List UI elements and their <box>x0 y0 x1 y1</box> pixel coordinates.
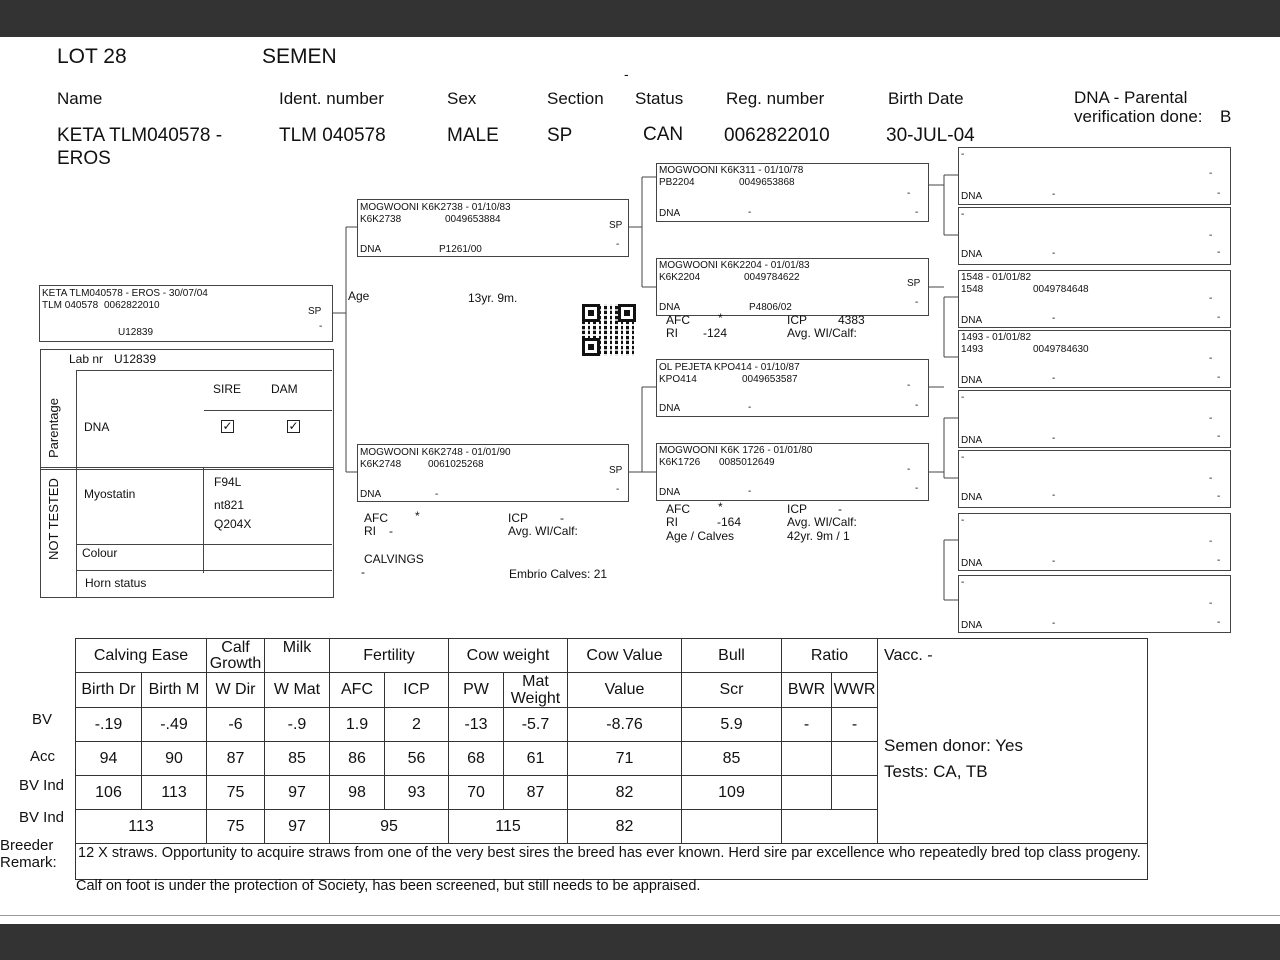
sire-ident: K6K2738 <box>360 214 402 225</box>
bvind-cell: 98 <box>330 776 385 810</box>
sire-box <box>357 199 629 257</box>
acc-cell: 87 <box>207 742 265 776</box>
bv-cell: -6 <box>207 708 265 742</box>
parentage-dna-label: DNA <box>84 420 110 434</box>
animal-section: SP <box>547 125 573 146</box>
ss-title: MOGWOONI K6K311 - 01/10/78 <box>659 165 804 176</box>
bvind-cell: 82 <box>568 776 682 810</box>
ds-title: OL PEJETA KPO414 - 01/10/87 <box>659 362 800 373</box>
gg6-dna-value: - <box>1052 490 1056 501</box>
bv-table <box>75 638 1148 880</box>
breeder-label-2: Remark: <box>0 854 57 871</box>
dam-dna-checkbox: ✓ <box>288 419 299 433</box>
vacc-text: Vacc. - <box>884 647 933 664</box>
sire-dna-value: P1261/00 <box>439 244 482 255</box>
sub-pw: PW <box>449 673 504 708</box>
dam-box <box>357 444 629 502</box>
gg2-title: - <box>961 209 965 220</box>
dam-dash: - <box>616 484 620 495</box>
dam-icp-label: ICP <box>508 511 529 525</box>
animal-name-line1: KETA TLM040578 - <box>57 125 223 146</box>
gg8-dash-2: - <box>1217 617 1221 628</box>
bv-cell: 5.9 <box>682 708 782 742</box>
animal-birth: 30-JUL-04 <box>886 125 975 146</box>
row-label-bvind-2: BV Ind <box>19 809 65 826</box>
gg4-ident: 1493 <box>961 344 984 355</box>
gg4-reg: 0049784630 <box>1033 344 1089 355</box>
gg4-dna-label: DNA <box>961 375 983 386</box>
sub-afc: AFC <box>330 673 385 708</box>
bvind-cell: 109 <box>682 776 782 810</box>
sd-reg: 0049784622 <box>744 272 800 283</box>
acc-cell: 56 <box>385 742 449 776</box>
gg7-dash: - <box>1209 536 1213 547</box>
ds-dash-2: - <box>915 400 919 411</box>
gg2-dash-2: - <box>1217 247 1221 258</box>
bv-cell: -.9 <box>265 708 330 742</box>
sd-afc-label: AFC <box>666 313 690 327</box>
acc-cell: 90 <box>142 742 207 776</box>
calvings-value: - <box>361 565 365 579</box>
label-ident: Ident. number <box>279 89 384 108</box>
sire-label: SIRE <box>213 382 242 396</box>
sire-dash: - <box>616 239 620 250</box>
dam-icp-value: - <box>560 511 564 525</box>
ss-dash: - <box>907 188 911 199</box>
bottom-rule <box>0 915 1280 916</box>
acc-cell: 68 <box>449 742 504 776</box>
bv-cell: - <box>782 708 832 742</box>
dd-icp-value: - <box>838 502 842 516</box>
gg-box-8 <box>958 575 1231 633</box>
row-label-bvind-1: BV Ind <box>19 777 65 794</box>
label-birth: Birth Date <box>888 89 964 108</box>
label-reg: Reg. number <box>726 89 825 108</box>
parentage-box <box>40 349 334 470</box>
ds-dna-label: DNA <box>659 403 681 414</box>
colour-label: Colour <box>82 546 118 560</box>
gg2-dna-label: DNA <box>961 249 983 260</box>
sub-icp: ICP <box>385 673 449 708</box>
age-label: Age <box>348 289 370 303</box>
bvind-cell: 75 <box>207 776 265 810</box>
sub-bwr: BWR <box>782 673 832 708</box>
gg1-dash: - <box>1209 168 1213 179</box>
sub-wwr: WWR <box>832 673 878 708</box>
sub-birth-dr: Birth Dr <box>76 673 142 708</box>
ss-dash-2: - <box>915 207 919 218</box>
sub-scr: Scr <box>682 673 782 708</box>
myostatin-variant-2: nt821 <box>214 498 245 512</box>
group-calf-growth: Calf Growth <box>207 639 265 673</box>
label-section: Section <box>547 89 604 108</box>
bv-cell: -.49 <box>142 708 207 742</box>
gg4-dash: - <box>1209 353 1213 364</box>
group-fertility: Fertility <box>330 639 449 673</box>
acc-cell: 61 <box>504 742 568 776</box>
dd-afc-value: * <box>718 500 723 514</box>
semen-donor-text: Semen donor: Yes <box>884 736 1023 755</box>
dam-sire-box <box>656 359 929 417</box>
index-cow-weight: 115 <box>449 810 568 844</box>
label-dna-line2: verification done: <box>1074 107 1203 126</box>
ss-dna-value: - <box>748 207 752 218</box>
gg-box-3 <box>958 270 1231 328</box>
animal-sex: MALE <box>447 125 499 146</box>
subject-lab: U12839 <box>118 327 154 338</box>
gg3-dna-value: - <box>1052 313 1056 324</box>
parentage-side-label: Parentage <box>46 398 61 458</box>
subject-box <box>39 285 333 342</box>
sd-afc-value: * <box>718 311 723 325</box>
animal-reg: 0062822010 <box>724 125 830 146</box>
bottom-bar <box>0 924 1280 960</box>
breeder-label-1: Breeder <box>0 837 54 854</box>
gg-box-1 <box>958 147 1231 205</box>
gg8-title: - <box>961 577 965 588</box>
animal-status: CAN <box>643 124 684 145</box>
subject-reg: 0062822010 <box>104 300 160 311</box>
ss-dna-label: DNA <box>659 208 681 219</box>
gg2-dash: - <box>1209 230 1213 241</box>
index-bull <box>682 810 782 844</box>
dam-dna-label: DNA <box>360 489 382 500</box>
gg7-dna-value: - <box>1052 556 1056 567</box>
dna-verification-value: B <box>1220 107 1232 126</box>
sire-reg: 0049653884 <box>445 214 501 225</box>
ds-ident: KPO414 <box>659 374 697 385</box>
acc-cell <box>782 742 832 776</box>
gg3-dash-2: - <box>1217 312 1221 323</box>
animal-name-line2: EROS <box>57 148 111 169</box>
gg7-dash-2: - <box>1217 555 1221 566</box>
info-cell <box>878 639 1148 844</box>
sire-title: MOGWOONI K6K2738 - 01/10/83 <box>360 202 511 213</box>
gg3-dash: - <box>1209 293 1213 304</box>
dam-dam-box <box>656 443 929 501</box>
sub-mat-weight: Mat Weight <box>504 673 568 708</box>
group-calving-ease: Calving Ease <box>76 639 207 673</box>
dam-ri-label: RI <box>364 524 376 538</box>
bvind-cell: 93 <box>385 776 449 810</box>
sd-ri-value: -124 <box>703 326 728 340</box>
gg3-title: 1548 - 01/01/82 <box>961 272 1032 283</box>
sd-avgwi-label: Avg. WI/Calf: <box>787 326 857 340</box>
dam-section: SP <box>609 465 623 476</box>
gg5-dash-2: - <box>1217 431 1221 442</box>
bvind-cell <box>832 776 878 810</box>
index-calving: 113 <box>76 810 207 844</box>
gg5-dash: - <box>1209 413 1213 424</box>
ss-ident: PB2204 <box>659 177 695 188</box>
gg3-reg: 0049784648 <box>1033 284 1089 295</box>
breeder-remark: 12 X straws. Opportunity to acquire straws from one of the very best sires the breed has ever known. Herd sire par excellence who repeatedly bred top class progeny. <box>76 844 1148 880</box>
index-ratio <box>782 810 878 844</box>
bv-cell: -8.76 <box>568 708 682 742</box>
sire-dna-label: DNA <box>360 244 382 255</box>
dd-dash: - <box>907 464 911 475</box>
sd-dash: - <box>915 297 919 308</box>
gg-box-4 <box>958 330 1231 388</box>
sd-icp-value: 4383 <box>838 313 865 327</box>
dd-dash-2: - <box>915 483 919 494</box>
dd-afc-label: AFC <box>666 502 690 516</box>
dam-afc-label: AFC <box>364 511 388 525</box>
group-cow-value: Cow Value <box>568 639 682 673</box>
footer-note: Calf on foot is under the protection of Society, has been screened, but still needs to be appraised. <box>76 878 701 894</box>
acc-cell: 85 <box>265 742 330 776</box>
age-value: 13yr. 9m. <box>468 291 518 305</box>
dam-dna-value: - <box>435 489 439 500</box>
dd-avgwi-label: Avg. WI/Calf: <box>787 515 857 529</box>
gg1-title: - <box>961 149 965 160</box>
sd-ri-label: RI <box>666 326 678 340</box>
dam-title: MOGWOONI K6K2748 - 01/01/90 <box>360 447 511 458</box>
acc-cell: 85 <box>682 742 782 776</box>
gg-box-5 <box>958 390 1231 448</box>
lab-nr-value: U12839 <box>114 352 157 366</box>
gg-box-6 <box>958 450 1231 508</box>
group-bull: Bull <box>682 639 782 673</box>
bv-cell: 1.9 <box>330 708 385 742</box>
sire-dna-checkbox: ✓ <box>222 419 233 433</box>
myostatin-variant-1: F94L <box>214 475 242 489</box>
gg3-ident: 1548 <box>961 284 984 295</box>
gg6-dna-label: DNA <box>961 492 983 503</box>
embrio-calves: Embrio Calves: 21 <box>509 567 608 581</box>
ds-dna-value: - <box>748 402 752 413</box>
gg5-dna-label: DNA <box>961 435 983 446</box>
row-label-acc: Acc <box>30 748 56 765</box>
label-status: Status <box>635 89 684 108</box>
gg6-dash: - <box>1209 473 1213 484</box>
sire-dam-box <box>656 258 929 316</box>
calvings-label: CALVINGS <box>364 552 424 566</box>
gg6-title: - <box>961 452 965 463</box>
index-milk: 97 <box>265 810 330 844</box>
dd-reg: 0085012649 <box>719 457 775 468</box>
acc-cell <box>832 742 878 776</box>
row-label-bv: BV <box>32 711 53 728</box>
bv-cell: -5.7 <box>504 708 568 742</box>
dam-ri-value: - <box>389 524 393 538</box>
gg8-dna-value: - <box>1052 618 1056 629</box>
dd-ri-label: RI <box>666 515 678 529</box>
sd-title: MOGWOONI K6K2204 - 01/01/83 <box>659 260 810 271</box>
not-tested-side-label: NOT TESTED <box>46 478 61 560</box>
bvind-cell: 106 <box>76 776 142 810</box>
ss-reg: 0049653868 <box>739 177 795 188</box>
animal-ident: TLM 040578 <box>279 125 386 146</box>
dd-icp-label: ICP <box>787 502 808 516</box>
myostatin-label: Myostatin <box>84 487 136 501</box>
subject-dash: - <box>319 321 323 332</box>
label-sex: Sex <box>447 89 477 108</box>
sd-dna-value: P4806/02 <box>749 302 792 313</box>
lot-number: LOT 28 <box>57 45 127 68</box>
group-cow-weight: Cow weight <box>449 639 568 673</box>
gg7-title: - <box>961 515 965 526</box>
dd-agecalves-label: Age / Calves <box>666 529 735 543</box>
gg3-dna-label: DNA <box>961 315 983 326</box>
sd-icp-label: ICP <box>787 313 808 327</box>
gg-box-7 <box>958 513 1231 571</box>
bvind-cell <box>782 776 832 810</box>
sub-w-dir: W Dir <box>207 673 265 708</box>
gg2-dna-value: - <box>1052 248 1056 259</box>
lot-type: SEMEN <box>262 45 337 68</box>
subject-ident: TLM 040578 <box>42 300 99 311</box>
group-ratio: Ratio <box>782 639 878 673</box>
acc-cell: 94 <box>76 742 142 776</box>
gg5-title: - <box>961 392 965 403</box>
dd-title: MOGWOONI K6K 1726 - 01/01/80 <box>659 445 813 456</box>
tests-text: Tests: CA, TB <box>884 762 988 781</box>
sd-section: SP <box>907 278 921 289</box>
ds-dash: - <box>907 380 911 391</box>
bvind-cell: 97 <box>265 776 330 810</box>
dam-afc-value: * <box>415 509 420 523</box>
index-cow-value: 82 <box>568 810 682 844</box>
dam-avgwi-label: Avg. WI/Calf: <box>508 524 578 538</box>
gg6-dash-2: - <box>1217 491 1221 502</box>
bv-cell: - <box>832 708 878 742</box>
gg1-dash-2: - <box>1217 188 1221 199</box>
dd-ident: K6K1726 <box>659 457 701 468</box>
dd-agecalves-value: 42yr. 9m / 1 <box>787 529 850 543</box>
dam-ident: K6K2748 <box>360 459 402 470</box>
gg5-dna-value: - <box>1052 433 1056 444</box>
qr-code <box>582 304 636 356</box>
dam-label: DAM <box>271 382 298 396</box>
dam-reg: 0061025268 <box>428 459 484 470</box>
horn-status-label: Horn status <box>85 576 147 590</box>
myostatin-variant-3: Q204X <box>214 517 252 531</box>
sub-w-mat: W Mat <box>265 673 330 708</box>
acc-cell: 86 <box>330 742 385 776</box>
sd-ident: K6K2204 <box>659 272 701 283</box>
gg1-dna-value: - <box>1052 189 1056 200</box>
bvind-cell: 70 <box>449 776 504 810</box>
sub-birth-m: Birth M <box>142 673 207 708</box>
not-tested-box <box>40 467 334 598</box>
bv-cell: -.19 <box>76 708 142 742</box>
lab-nr-label: Lab nr <box>69 352 104 366</box>
sire-section: SP <box>609 220 623 231</box>
sd-dna-label: DNA <box>659 302 681 313</box>
dd-ri-value: -164 <box>717 515 742 529</box>
sub-value: Value <box>568 673 682 708</box>
ds-reg: 0049653587 <box>742 374 798 385</box>
gg7-dna-label: DNA <box>961 558 983 569</box>
acc-cell: 71 <box>568 742 682 776</box>
index-fertility: 95 <box>330 810 449 844</box>
bvind-cell: 87 <box>504 776 568 810</box>
dd-dna-label: DNA <box>659 487 681 498</box>
bv-cell: 2 <box>385 708 449 742</box>
gg4-dash-2: - <box>1217 372 1221 383</box>
gg4-title: 1493 - 01/01/82 <box>961 332 1032 343</box>
gg8-dna-label: DNA <box>961 620 983 631</box>
gg1-dna-label: DNA <box>961 191 983 202</box>
header-dash: - <box>624 66 629 82</box>
gg4-dna-value: - <box>1052 373 1056 384</box>
dd-dna-value: - <box>748 486 752 497</box>
label-name: Name <box>57 89 103 108</box>
index-growth: 75 <box>207 810 265 844</box>
subject-line1: KETA TLM040578 - EROS - 30/07/04 <box>42 288 208 299</box>
subject-section: SP <box>308 306 322 317</box>
bvind-cell: 113 <box>142 776 207 810</box>
sire-sire-box <box>656 163 929 222</box>
gg8-dash: - <box>1209 598 1213 609</box>
group-milk: Milk <box>265 639 330 673</box>
bv-cell: -13 <box>449 708 504 742</box>
gg-box-2 <box>958 207 1231 265</box>
label-dna-line1: DNA - Parental <box>1074 88 1188 107</box>
